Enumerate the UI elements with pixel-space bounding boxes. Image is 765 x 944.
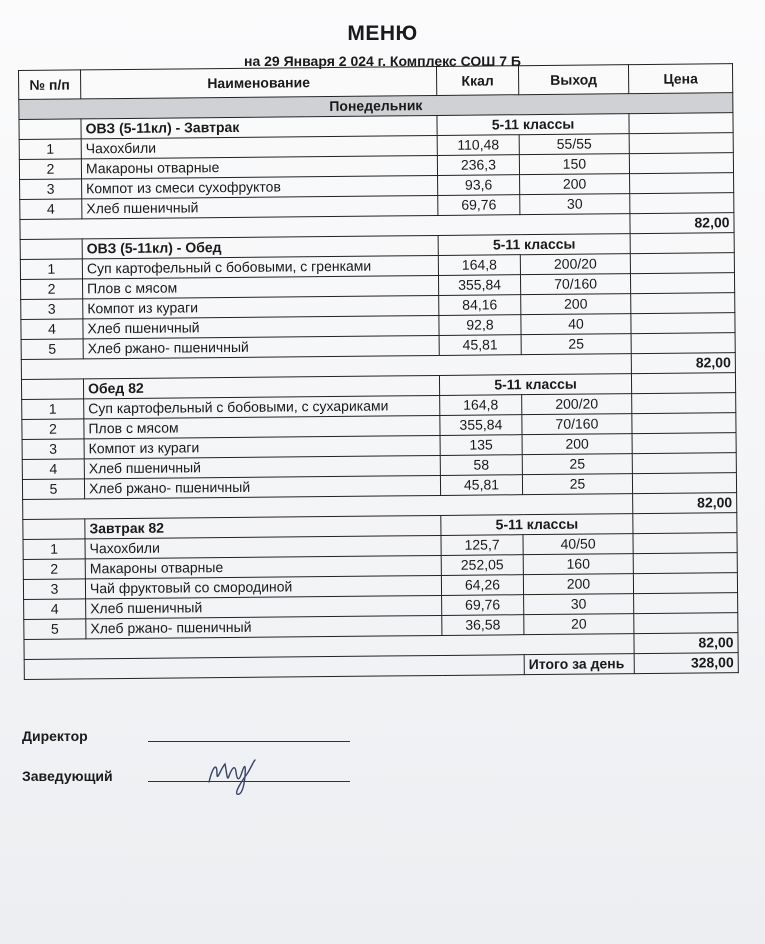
- day-label: Понедельник: [19, 93, 733, 120]
- item-price: [634, 613, 738, 634]
- item-price: [629, 153, 733, 174]
- item-kcal: 164,8: [440, 395, 522, 416]
- item-number: 5: [22, 479, 84, 500]
- item-kcal: 45,81: [440, 475, 522, 496]
- column-header-kcal: Ккал: [436, 66, 518, 96]
- manager-label: Заведующий: [22, 768, 113, 784]
- item-name: Компот из кураги: [84, 435, 440, 458]
- item-kcal: 84,16: [439, 295, 521, 316]
- item-kcal: 236,3: [437, 155, 519, 176]
- item-kcal: 355,84: [438, 275, 520, 296]
- item-number: 5: [21, 339, 83, 360]
- day-total-label: Итого за день: [524, 654, 634, 675]
- section-grade: 5-11 классы: [437, 114, 629, 136]
- section-num-cell: [21, 379, 83, 400]
- item-name: Чахохбили: [85, 535, 441, 558]
- item-output: 40: [521, 314, 631, 335]
- item-output: 25: [522, 474, 632, 495]
- item-name: Компот из кураги: [83, 295, 439, 318]
- item-price: [629, 133, 733, 154]
- item-kcal: 355,84: [440, 415, 522, 436]
- item-number: 4: [21, 319, 83, 340]
- item-output: 30: [524, 594, 634, 615]
- item-number: 1: [20, 259, 82, 280]
- item-output: 30: [520, 194, 630, 215]
- item-output: 55/55: [519, 134, 629, 155]
- section-title: ОВЗ (5-11кл) - Завтрак: [81, 115, 437, 138]
- handwritten-signature: [205, 752, 265, 800]
- section-price-cell: [630, 233, 734, 254]
- item-price: [630, 193, 734, 214]
- item-number: 4: [20, 199, 82, 220]
- item-kcal: 69,76: [442, 595, 524, 616]
- item-kcal: 93,6: [438, 175, 520, 196]
- section-title: Завтрак 82: [85, 515, 441, 538]
- item-kcal: 164,8: [438, 255, 520, 276]
- column-header-price: Цена: [628, 64, 732, 94]
- item-number: 2: [23, 559, 85, 580]
- item-price: [630, 253, 734, 274]
- column-header-output: Выход: [518, 65, 628, 95]
- item-name: Хлеб пшеничный: [83, 315, 439, 338]
- item-name: Плов с мясом: [83, 275, 439, 298]
- item-number: 3: [20, 179, 82, 200]
- section-title: ОВЗ (5-11кл) - Обед: [82, 235, 438, 258]
- item-price: [632, 473, 736, 494]
- item-name: Хлеб ржано- пшеничный: [86, 615, 442, 638]
- item-price: [633, 573, 737, 594]
- section-total: 82,00: [634, 633, 738, 654]
- item-name: Хлеб пшеничный: [86, 595, 442, 618]
- item-number: 1: [23, 539, 85, 560]
- item-kcal: 135: [440, 435, 522, 456]
- section-num-cell: [20, 239, 82, 260]
- section-total: 82,00: [630, 213, 734, 234]
- item-name: Макароны отварные: [85, 555, 441, 578]
- item-price: [632, 433, 736, 454]
- item-number: 1: [19, 139, 81, 160]
- item-kcal: 125,7: [441, 535, 523, 556]
- item-kcal: 69,76: [438, 195, 520, 216]
- section-title: Обед 82: [83, 375, 439, 398]
- item-output: 20: [524, 614, 634, 635]
- day-total-empty-cell: [24, 655, 524, 680]
- section-price-cell: [633, 513, 737, 534]
- column-header-num: № п/п: [19, 70, 81, 100]
- item-number: 2: [21, 279, 83, 300]
- item-output: 70/160: [522, 414, 632, 435]
- section-price-cell: [631, 373, 735, 394]
- item-output: 200/20: [520, 254, 630, 275]
- item-kcal: 45,81: [439, 335, 521, 356]
- section-grade: 5-11 классы: [438, 234, 630, 256]
- item-output: 200: [520, 174, 630, 195]
- item-price: [632, 453, 736, 474]
- item-kcal: 64,26: [441, 575, 523, 596]
- item-kcal: 58: [440, 455, 522, 476]
- item-price: [632, 393, 736, 414]
- item-output: 200/20: [522, 394, 632, 415]
- section-total: 82,00: [633, 493, 737, 514]
- item-name: Плов с мясом: [84, 415, 440, 438]
- item-name: Чай фруктовый со смородиной: [85, 575, 441, 598]
- item-output: 40/50: [523, 534, 633, 555]
- item-price: [633, 553, 737, 574]
- day-total-value: 328,00: [634, 653, 738, 674]
- item-name: Макароны отварные: [81, 155, 437, 178]
- item-kcal: 36,58: [442, 615, 524, 636]
- page-title: МЕНЮ: [347, 22, 418, 45]
- item-number: 4: [22, 459, 84, 480]
- section-price-cell: [629, 113, 733, 134]
- item-kcal: 92,8: [439, 315, 521, 336]
- item-name: Чахохбили: [81, 135, 437, 158]
- item-number: 4: [24, 599, 86, 620]
- item-kcal: 252,05: [441, 555, 523, 576]
- item-number: 3: [21, 299, 83, 320]
- section-grade: 5-11 классы: [441, 514, 633, 536]
- section-num-cell: [23, 519, 85, 540]
- item-price: [630, 273, 734, 294]
- item-number: 5: [24, 619, 86, 640]
- item-name: Компот из смеси сухофруктов: [82, 175, 438, 198]
- section-num-cell: [19, 119, 81, 140]
- item-price: [631, 313, 735, 334]
- item-output: 200: [523, 574, 633, 595]
- column-header-name: Наименование: [81, 66, 437, 98]
- item-output: 70/160: [520, 274, 630, 295]
- item-name: Хлеб ржано- пшеничный: [84, 475, 440, 498]
- item-output: 25: [522, 454, 632, 475]
- item-price: [633, 533, 737, 554]
- item-name: Хлеб пшеничный: [82, 195, 438, 218]
- item-output: 25: [521, 334, 631, 355]
- item-output: 160: [523, 554, 633, 575]
- item-price: [631, 293, 735, 314]
- item-name: Хлеб пшеничный: [84, 455, 440, 478]
- item-kcal: 110,48: [437, 135, 519, 156]
- item-price: [634, 593, 738, 614]
- item-price: [632, 413, 736, 434]
- item-output: 200: [521, 294, 631, 315]
- section-total: 82,00: [631, 353, 735, 374]
- page-subtitle: на 29 Января 2 024 г. Комплекс СОШ 7 Б: [244, 53, 521, 69]
- director-label: Директор: [22, 728, 88, 744]
- item-output: 200: [522, 434, 632, 455]
- menu-body: [19, 93, 739, 680]
- menu-table: [18, 63, 739, 680]
- section-grade: 5-11 классы: [439, 374, 631, 396]
- item-price: [630, 173, 734, 194]
- item-number: 2: [22, 419, 84, 440]
- item-name: Суп картофельный с бобовыми, с сухариками: [84, 395, 440, 418]
- item-name: Хлеб ржано- пшеничный: [83, 335, 439, 358]
- item-name: Суп картофельный с бобовыми, с гренками: [82, 255, 438, 278]
- item-number: 3: [23, 579, 85, 600]
- item-number: 1: [22, 399, 84, 420]
- item-output: 150: [519, 154, 629, 175]
- director-signature-line: [148, 741, 350, 742]
- item-price: [631, 333, 735, 354]
- item-number: 3: [22, 439, 84, 460]
- item-number: 2: [19, 159, 81, 180]
